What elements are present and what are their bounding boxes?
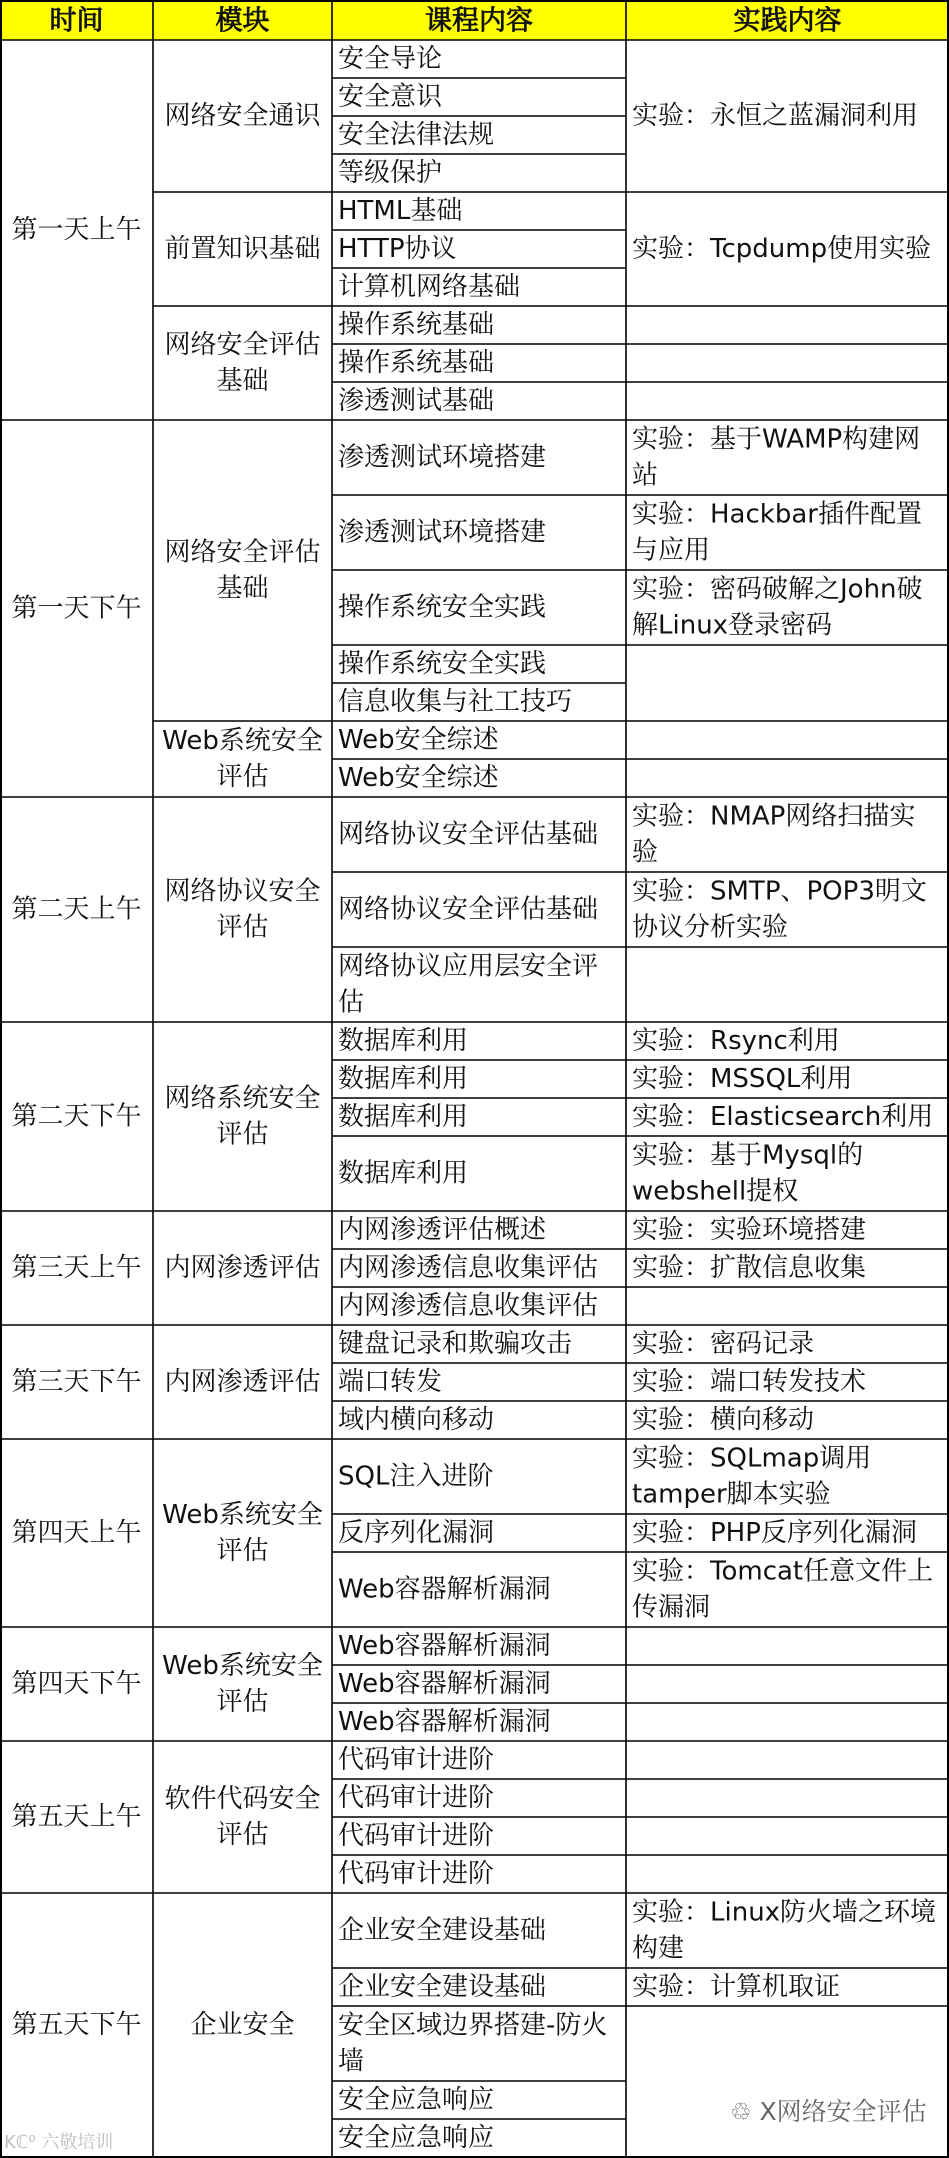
course-item: 网络协议安全评估基础 xyxy=(338,819,599,850)
session-time: 第一天上午 xyxy=(11,215,142,245)
course-item: 数据库利用 xyxy=(338,1158,469,1189)
course-item: Web容器解析漏洞 xyxy=(338,1631,551,1661)
practice-item: 实验：基于WAMP构建网 xyxy=(632,424,921,455)
practice-item: 实验：永恒之蓝漏洞利用 xyxy=(632,101,919,131)
practice-item: 实验：Rsync利用 xyxy=(632,1026,840,1056)
module-name: 网络安全通识 xyxy=(164,101,321,131)
watermark-right-text: X网络安全评估 xyxy=(759,2097,927,2126)
practice-item: 实验：横向移动 xyxy=(632,1405,815,1435)
module-name: 评估 xyxy=(216,912,269,943)
course-item: 网络协议应用层安全评 xyxy=(338,951,599,982)
course-item: 键盘记录和欺骗攻击 xyxy=(338,1329,573,1359)
session-time: 第五天上午 xyxy=(11,1802,142,1832)
module-name: 基础 xyxy=(216,366,269,396)
practice-item: 实验：密码破解之John破 xyxy=(632,574,923,605)
course-item: 安全区域边界搭建-防火 xyxy=(338,2010,608,2041)
module-name: Web系统安全 xyxy=(162,1651,323,1681)
course-item: 数据库利用 xyxy=(338,1102,469,1132)
practice-item: 实验：Hackbar插件配置 xyxy=(632,499,922,530)
course-item: 内网渗透信息收集评估 xyxy=(338,1291,599,1321)
course-item: Web容器解析漏洞 xyxy=(338,1669,551,1699)
practice-item: tamper脚本实验 xyxy=(632,1479,831,1510)
practice-item: 协议分析实验 xyxy=(632,912,789,943)
watermark-right xyxy=(730,2092,927,2128)
module-name: 网络安全评估 xyxy=(164,330,321,360)
practice-item: 实验：Tomcat任意文件上 xyxy=(632,1556,934,1587)
module-name: 企业安全 xyxy=(190,2010,295,2040)
session-time: 第四天下午 xyxy=(11,1669,142,1699)
course-item: 估 xyxy=(338,987,365,1018)
course-item: 安全意识 xyxy=(338,82,443,112)
course-item: SQL注入进阶 xyxy=(338,1461,494,1492)
course-item: Web安全综述 xyxy=(338,725,499,755)
practice-item: 实验：Linux防火墙之环境 xyxy=(632,1897,937,1928)
module-name: 评估 xyxy=(216,1536,269,1566)
session-time: 第一天下午 xyxy=(11,593,142,624)
course-item: 操作系统安全实践 xyxy=(338,592,547,623)
practice-item: 实验：Elasticsearch利用 xyxy=(632,1102,934,1132)
course-item: 代码审计进阶 xyxy=(338,1783,495,1813)
module-name: 软件代码安全 xyxy=(164,1784,321,1814)
module-name: 网络安全评估 xyxy=(164,537,321,568)
module-name: 基础 xyxy=(216,573,269,604)
practice-item: 构建 xyxy=(632,1933,685,1964)
course-item: 操作系统基础 xyxy=(338,348,495,378)
practice-item: 实验：PHP反序列化漏洞 xyxy=(632,1518,917,1548)
module-name: 内网渗透评估 xyxy=(164,1367,321,1397)
course-item: 企业安全建设基础 xyxy=(338,1972,547,2002)
course-item: 安全法律法规 xyxy=(338,120,495,150)
course-item: 计算机网络基础 xyxy=(338,272,521,302)
module-name: Web系统安全 xyxy=(162,726,323,756)
module-name: 评估 xyxy=(216,1119,269,1150)
course-item: 操作系统基础 xyxy=(338,310,495,340)
module-name: 评估 xyxy=(216,762,269,792)
practice-item: 与应用 xyxy=(632,535,711,566)
practice-item: 实验：端口转发技术 xyxy=(632,1367,867,1397)
course-item: 内网渗透信息收集评估 xyxy=(338,1253,599,1283)
practice-item: 验 xyxy=(632,837,659,868)
practice-item: 解Linux登录密码 xyxy=(632,610,833,641)
practice-item: 站 xyxy=(632,460,659,491)
practice-item: webshell提权 xyxy=(632,1176,799,1207)
course-item: 渗透测试环境搭建 xyxy=(338,517,547,548)
course-item: Web安全综述 xyxy=(338,763,499,793)
course-item: HTML基础 xyxy=(338,196,463,226)
header-cell-3: 实践内容 xyxy=(733,5,842,37)
course-item: Web容器解析漏洞 xyxy=(338,1574,551,1605)
course-item: 安全导论 xyxy=(338,44,443,74)
course-item: 安全应急响应 xyxy=(338,2123,495,2153)
practice-item: 实验：NMAP网络扫描实 xyxy=(632,801,916,832)
module-name: 网络协议安全 xyxy=(164,876,321,907)
module-name: 前置知识基础 xyxy=(164,234,321,264)
course-item: Web容器解析漏洞 xyxy=(338,1707,551,1737)
watermark-left: Kℂ⁰ 六敬培训 xyxy=(4,2132,114,2153)
course-item: 代码审计进阶 xyxy=(338,1821,495,1851)
course-item: 渗透测试基础 xyxy=(338,386,495,416)
course-item: 代码审计进阶 xyxy=(338,1859,495,1889)
course-item: 渗透测试环境搭建 xyxy=(338,442,547,473)
session-time: 第四天上午 xyxy=(11,1518,142,1548)
session-time: 第二天上午 xyxy=(11,894,142,925)
practice-item: 实验：SMTP、POP3明文 xyxy=(632,876,927,907)
course-item: 代码审计进阶 xyxy=(338,1745,495,1775)
header-cell-0: 时间 xyxy=(49,5,104,37)
course-item: 网络协议安全评估基础 xyxy=(338,894,599,925)
practice-item: 实验：密码记录 xyxy=(632,1329,815,1359)
course-item: 信息收集与社工技巧 xyxy=(338,687,573,717)
session-time: 第三天上午 xyxy=(11,1253,142,1283)
practice-item: 传漏洞 xyxy=(632,1592,711,1623)
wechat-icon: ♲ xyxy=(730,2098,752,2126)
practice-item: 实验：SQLmap调用 xyxy=(632,1443,872,1474)
course-item: 企业安全建设基础 xyxy=(338,1915,547,1946)
course-item: 墙 xyxy=(338,2046,365,2077)
course-item: 等级保护 xyxy=(338,158,443,188)
practice-item: 实验：MSSQL利用 xyxy=(632,1064,853,1094)
module-name: 评估 xyxy=(216,1687,269,1717)
course-item: 操作系统安全实践 xyxy=(338,649,547,679)
practice-item: 实验：Tcpdump使用实验 xyxy=(632,234,932,264)
practice-item: 实验：扩散信息收集 xyxy=(632,1253,867,1283)
header-cell-1: 模块 xyxy=(215,5,270,37)
practice-item: 实验：计算机取证 xyxy=(632,1972,841,2002)
course-item: 安全应急响应 xyxy=(338,2085,495,2115)
session-time: 第三天下午 xyxy=(11,1367,142,1397)
module-name: Web系统安全 xyxy=(162,1500,323,1530)
course-item: 数据库利用 xyxy=(338,1026,469,1056)
course-item: 内网渗透评估概述 xyxy=(338,1215,547,1245)
module-name: 评估 xyxy=(216,1820,269,1850)
practice-item: 实验：基于Mysql的 xyxy=(632,1140,864,1171)
header-cell-2: 课程内容 xyxy=(425,5,533,37)
course-item: HTTP协议 xyxy=(338,234,457,264)
session-time: 第五天下午 xyxy=(11,2010,142,2040)
course-item: 数据库利用 xyxy=(338,1064,469,1094)
module-name: 内网渗透评估 xyxy=(164,1253,321,1283)
practice-item: 实验：实验环境搭建 xyxy=(632,1215,867,1245)
module-name: 网络系统安全 xyxy=(164,1083,321,1114)
course-item: 域内横向移动 xyxy=(338,1405,495,1435)
course-item: 反序列化漏洞 xyxy=(338,1518,495,1548)
session-time: 第二天下午 xyxy=(11,1101,142,1132)
course-item: 端口转发 xyxy=(338,1367,443,1397)
